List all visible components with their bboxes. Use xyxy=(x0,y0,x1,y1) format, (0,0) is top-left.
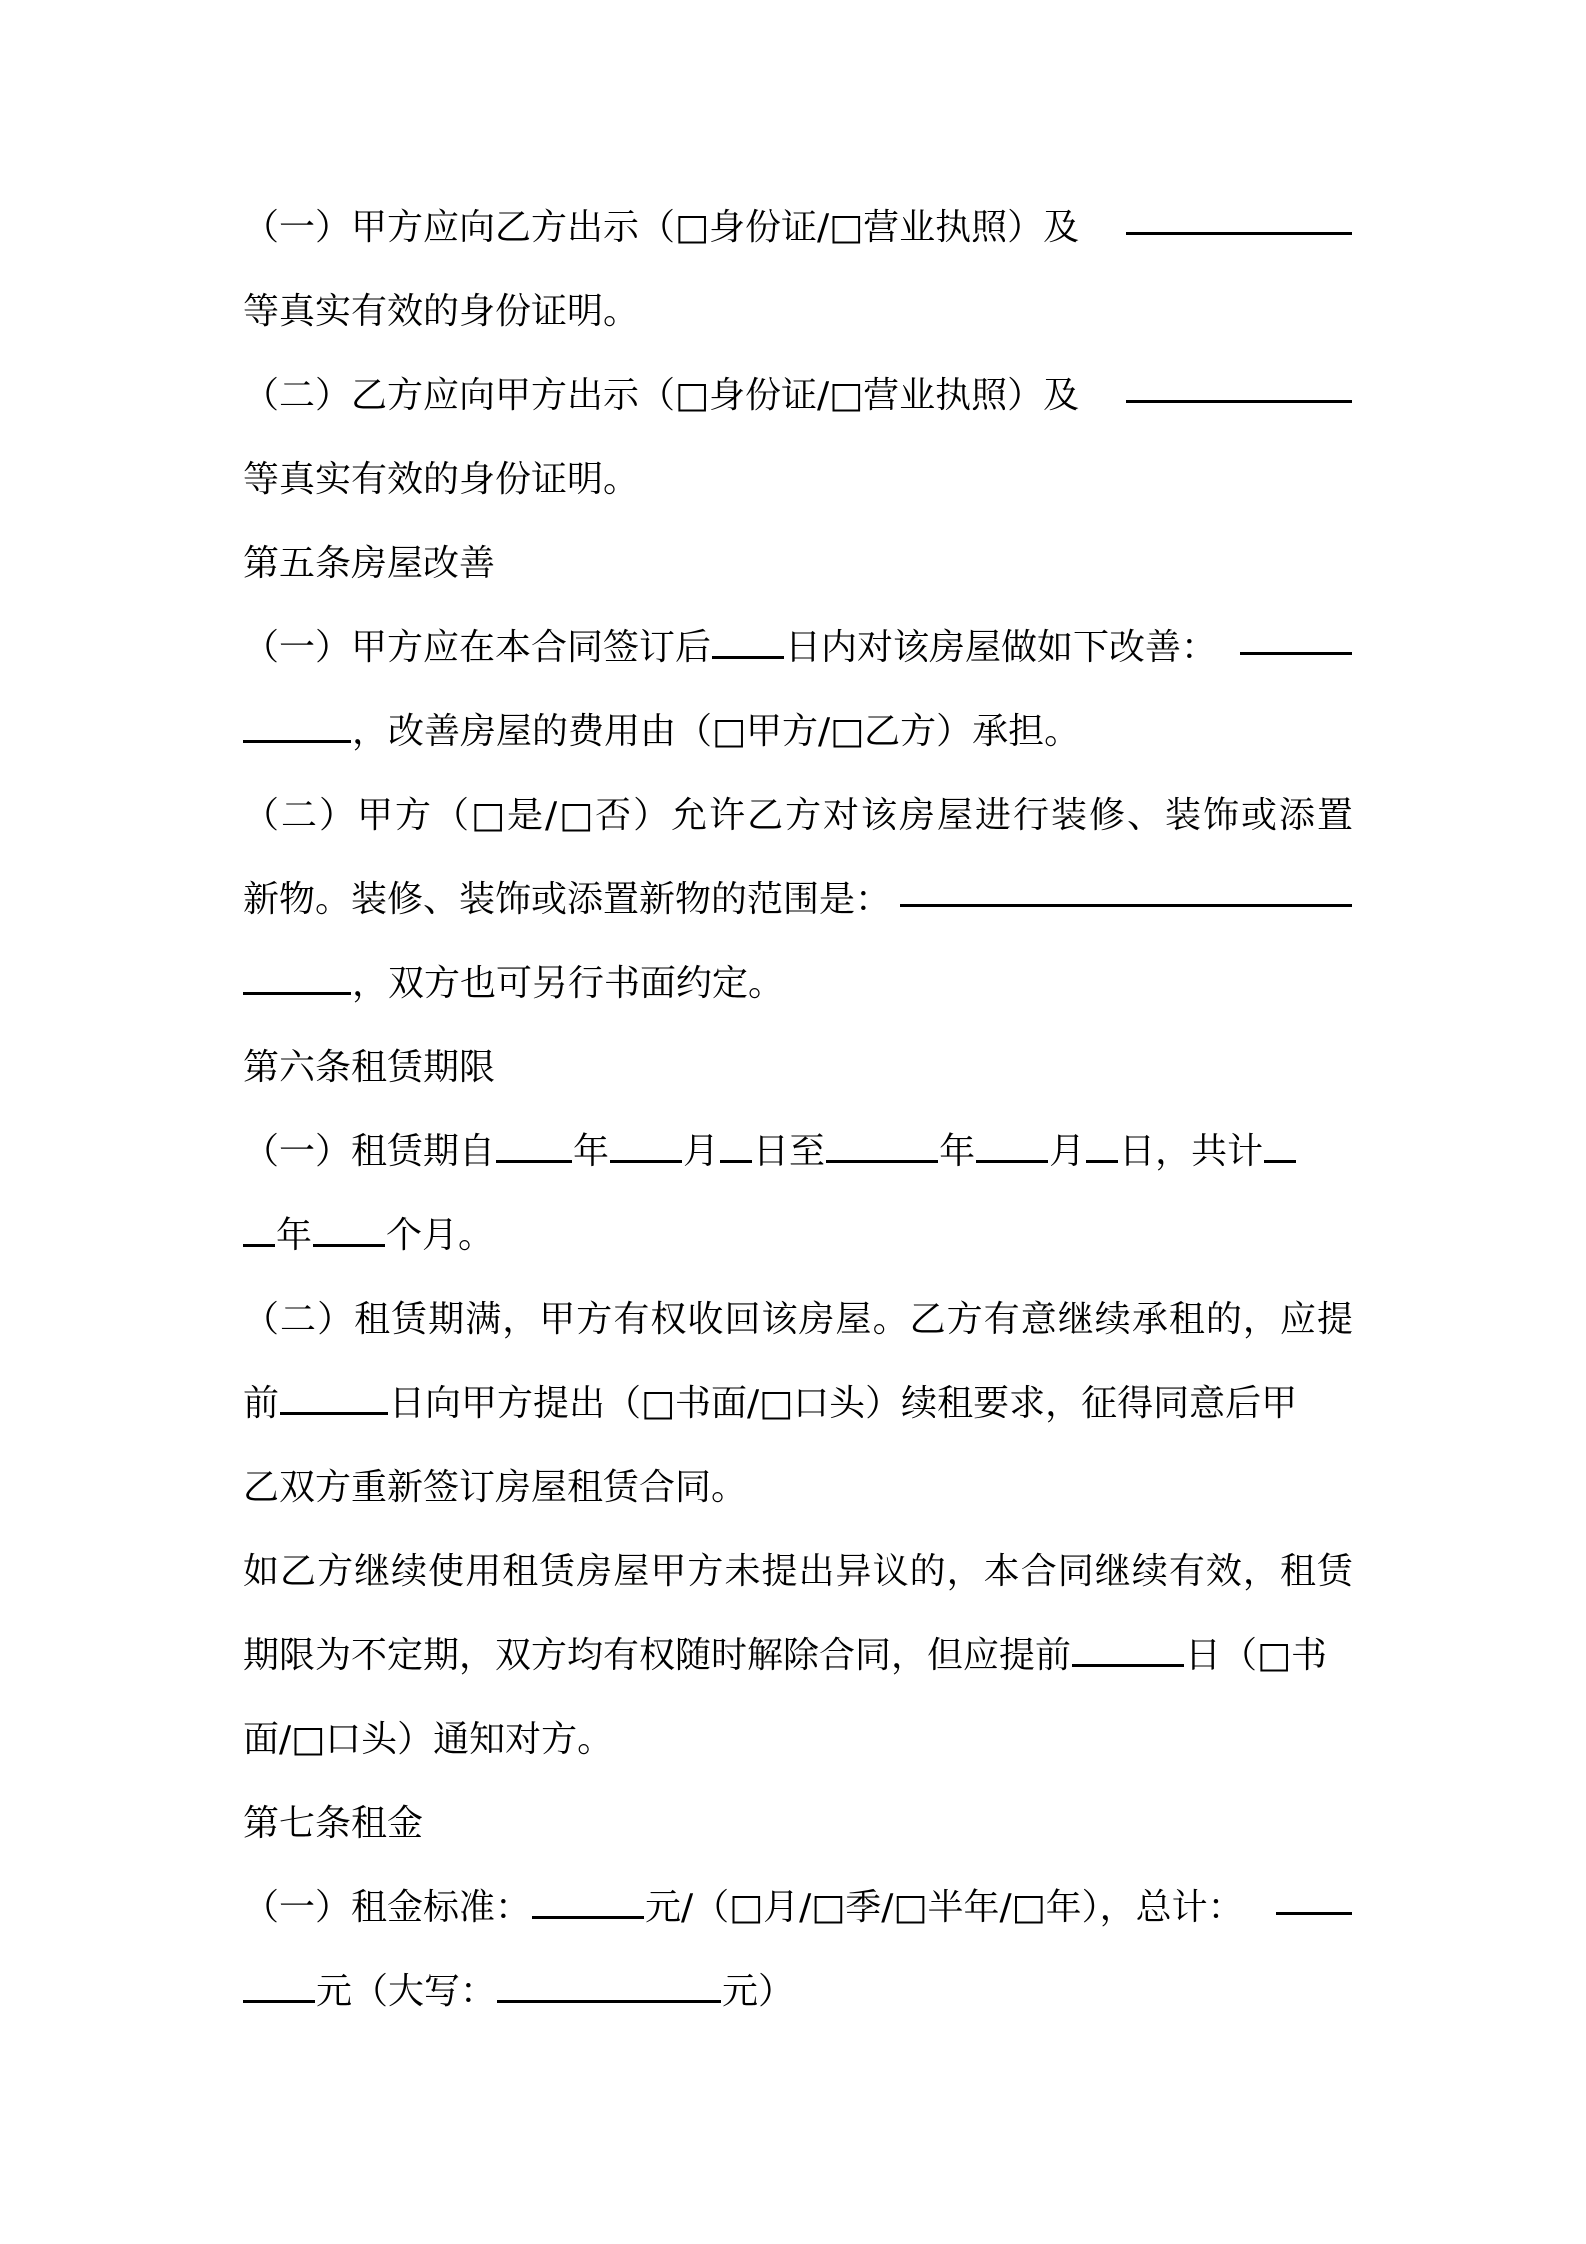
clause-6-item-2-line-1 xyxy=(243,1290,1353,1350)
text-segment: （一）甲方应向乙方出示（□身份证/□营业执照）及 xyxy=(243,207,1080,248)
text-segment: 年 xyxy=(573,1131,610,1172)
text-segment: 乙双方重新签订房屋租赁合同。 xyxy=(243,1467,748,1508)
text-segment: 月 xyxy=(683,1131,720,1172)
clause-6-paragraph-line-1 xyxy=(243,1542,1353,1602)
fill-in-blank[interactable] xyxy=(1126,366,1352,403)
section-heading: 第五条房屋改善 xyxy=(243,543,496,584)
fill-in-blank[interactable] xyxy=(280,1378,388,1415)
fill-in-blank[interactable] xyxy=(900,870,1352,907)
fill-in-blank[interactable] xyxy=(712,622,784,659)
text-segment: ，改善房屋的费用由（□甲方/□乙方）承担。 xyxy=(352,711,1081,752)
clause-5-item-1-line-1 xyxy=(243,618,1353,678)
text-segment: （一）租赁期自 xyxy=(243,1131,496,1172)
text-segment: 等真实有效的身份证明。 xyxy=(243,291,640,332)
fill-in-blank[interactable] xyxy=(1072,1630,1184,1667)
fill-in-blank[interactable] xyxy=(313,1210,385,1247)
clause-6-item-1-line-1 xyxy=(243,1122,1353,1182)
fill-in-blank[interactable] xyxy=(243,1966,315,2003)
clause-6-paragraph-line-3 xyxy=(243,1710,1353,1770)
text-segment: 如乙方继续使用租赁房屋甲方未提出异议的，本合同继续有效，租赁 xyxy=(243,1551,1353,1592)
fill-in-blank[interactable] xyxy=(243,958,351,995)
text-segment: 前 xyxy=(243,1383,280,1424)
text-segment: 新物。装修、装饰或添置新物的范围是： xyxy=(243,879,892,920)
clause-5-item-1-line-2 xyxy=(243,702,1353,762)
clause-7-heading xyxy=(243,1794,1353,1854)
clause-6-item-2-line-3 xyxy=(243,1458,1353,1518)
clause-6-item-1-line-2 xyxy=(243,1206,1353,1266)
text-segment: 日，共计 xyxy=(1119,1131,1264,1172)
clause-5-item-2-line-2 xyxy=(243,870,1353,930)
clause-5-heading xyxy=(243,534,1353,594)
text-segment: 日内对该房屋做如下改善： xyxy=(785,627,1218,668)
text-segment: 月 xyxy=(1049,1131,1086,1172)
fill-in-blank[interactable] xyxy=(243,706,351,743)
clause-4-item-1-line-1 xyxy=(243,198,1353,258)
text-segment: （二）甲方（□是/□否）允许乙方对该房屋进行装修、装饰或添置 xyxy=(243,795,1353,836)
fill-in-blank[interactable] xyxy=(1086,1126,1118,1163)
clause-4-item-2-line-1 xyxy=(243,366,1353,426)
clause-6-heading xyxy=(243,1038,1353,1098)
fill-in-blank[interactable] xyxy=(532,1882,644,1919)
clause-4-item-1-line-2 xyxy=(243,282,1353,342)
fill-in-blank[interactable] xyxy=(826,1126,938,1163)
text-segment: 日（□书 xyxy=(1185,1635,1328,1676)
text-segment: 日至 xyxy=(753,1131,826,1172)
clause-6-paragraph-line-2 xyxy=(243,1626,1353,1686)
text-segment: （一）租金标准： xyxy=(243,1887,532,1928)
text-segment: 年 xyxy=(939,1131,976,1172)
text-segment: 个月。 xyxy=(386,1215,495,1256)
clause-7-item-1-line-2 xyxy=(243,1962,1353,2022)
fill-in-blank[interactable] xyxy=(243,1210,275,1247)
fill-in-blank[interactable] xyxy=(720,1126,752,1163)
text-segment: （二）乙方应向甲方出示（□身份证/□营业执照）及 xyxy=(243,375,1080,416)
text-segment: 元） xyxy=(722,1971,795,2012)
section-heading: 第六条租赁期限 xyxy=(243,1047,496,1088)
fill-in-blank[interactable] xyxy=(1264,1126,1296,1163)
clause-7-item-1-line-1 xyxy=(243,1878,1353,1938)
text-segment: 等真实有效的身份证明。 xyxy=(243,459,640,500)
text-segment: ，双方也可另行书面约定。 xyxy=(352,963,785,1004)
fill-in-blank[interactable] xyxy=(496,1126,572,1163)
clause-4-item-2-line-2 xyxy=(243,450,1353,510)
fill-in-blank[interactable] xyxy=(1276,1878,1352,1915)
fill-in-blank[interactable] xyxy=(610,1126,682,1163)
clause-6-item-2-line-2 xyxy=(243,1374,1353,1434)
fill-in-blank[interactable] xyxy=(1240,618,1352,655)
fill-in-blank[interactable] xyxy=(497,1966,721,2003)
text-segment: 元（大写： xyxy=(316,1971,497,2012)
text-segment: （二）租赁期满，甲方有权收回该房屋。乙方有意继续承租的，应提 xyxy=(243,1299,1353,1340)
text-segment: 年 xyxy=(276,1215,313,1256)
section-heading: 第七条租金 xyxy=(243,1803,424,1844)
text-segment: （一）甲方应在本合同签订后 xyxy=(243,627,712,668)
clause-5-item-2-line-3 xyxy=(243,954,1353,1014)
fill-in-blank[interactable] xyxy=(1126,198,1352,235)
text-segment: 期限为不定期，双方均有权随时解除合同，但应提前 xyxy=(243,1635,1072,1676)
clause-5-item-2-line-1 xyxy=(243,786,1353,846)
fill-in-blank[interactable] xyxy=(976,1126,1048,1163)
text-segment: 元/（□月/□季/□半年/□年），总计： xyxy=(645,1887,1244,1928)
text-segment: 面/□口头）通知对方。 xyxy=(243,1719,614,1760)
text-segment: 日向甲方提出（□书面/□口头）续租要求，征得同意后甲 xyxy=(389,1383,1298,1424)
